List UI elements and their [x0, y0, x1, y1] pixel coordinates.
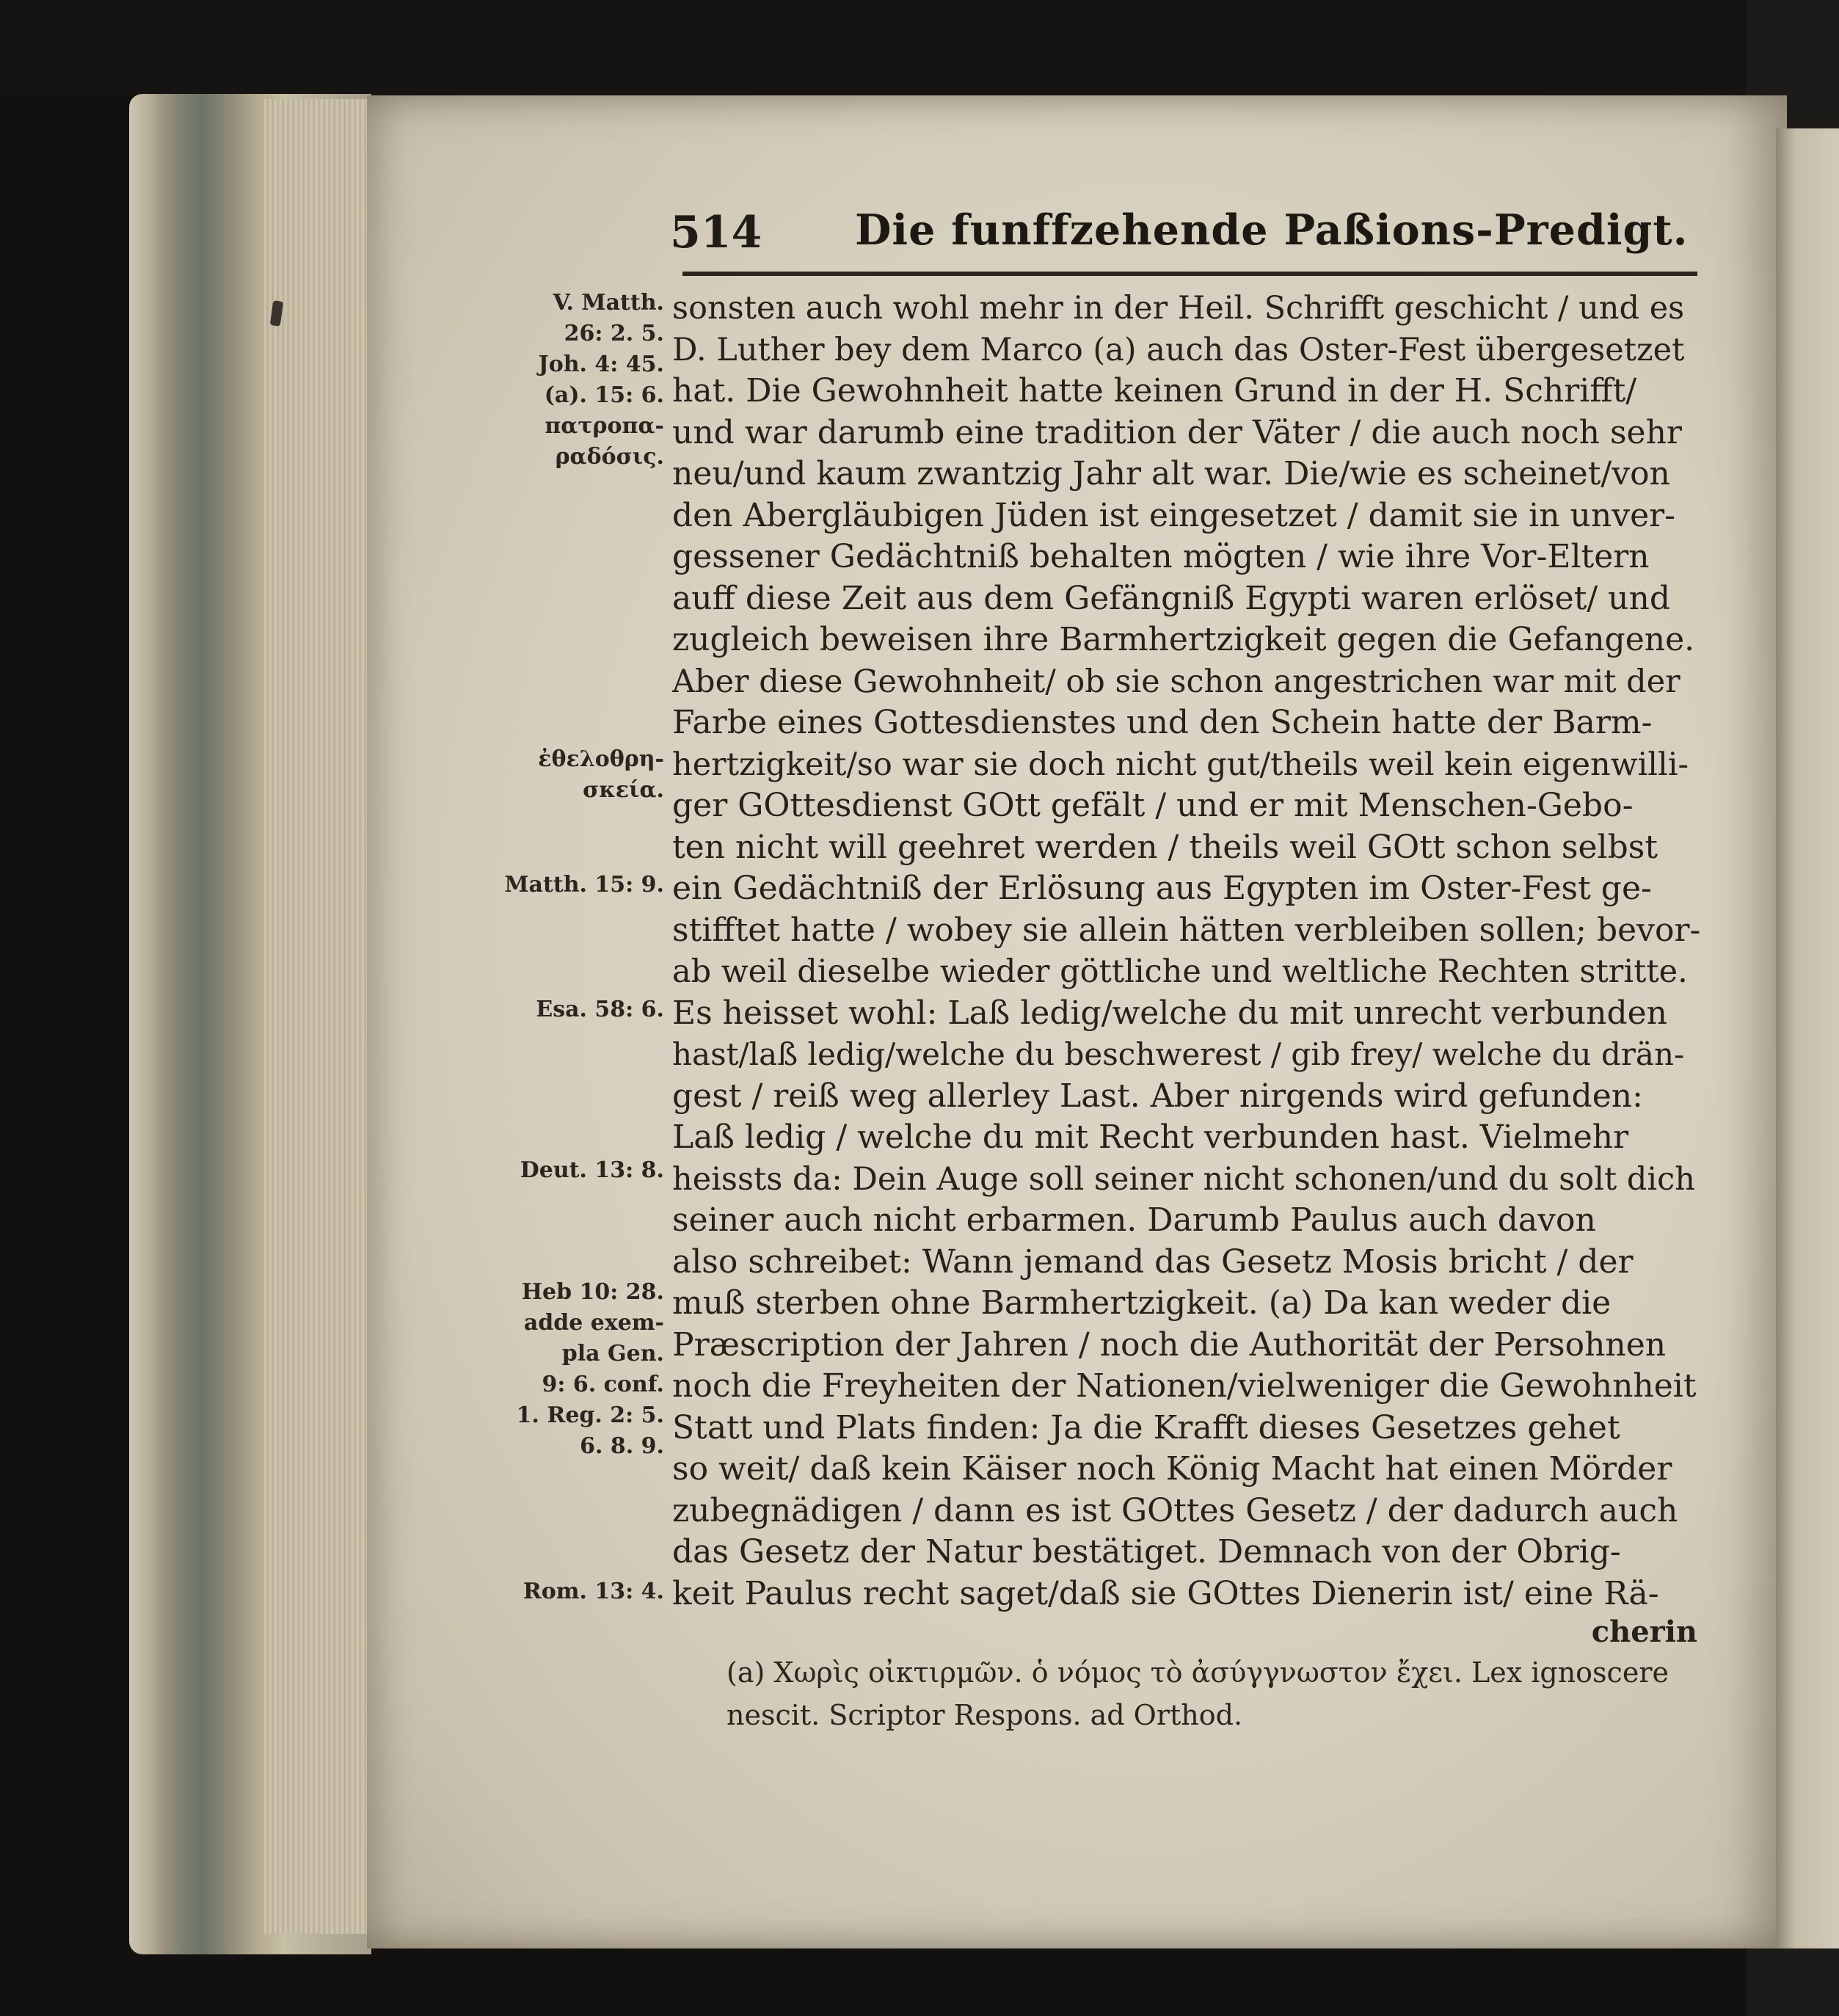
text-line: hertzigkeit/so war sie doch nicht gut/theils weil kein eigenwilli-: [672, 746, 1689, 783]
text-line: also schreibet: Wann jemand das Gesetz Mosis bricht / der: [672, 1242, 1634, 1281]
text-line: und war darumb eine tradition der Väter / die auch noch sehr: [672, 413, 1682, 451]
body-text: [672, 288, 1703, 1615]
facing-page-edge: [1776, 128, 1839, 1948]
text-line: noch die Freyheiten der Nationen/vielweniger die Gewohnheit: [672, 1367, 1697, 1405]
text-line: sonsten auch wohl mehr in der Heil. Schrifft geschicht / und es: [672, 290, 1685, 327]
text-line: Præscription der Jahren / noch die Authorität der Persohnen: [672, 1325, 1667, 1364]
margin-note: Heb 10: 28. adde exem- pla Gen. 9: 6. conf. 1. Reg. 2: 5. 6. 8. 9.: [516, 1279, 664, 1459]
margin-note: Matth. 15: 9.: [504, 872, 664, 898]
text-line: ein Gedächtniß der Erlösung aus Egypten im Oster-Fest ge-: [672, 870, 1652, 907]
text-line: neu/und kaum zwantzig Jahr alt war. Die/wie es scheinet/von: [672, 455, 1670, 492]
text-line: Laß ledig / welche du mit Recht verbunden hast. Vielmehr: [672, 1118, 1629, 1156]
footnote-line-1: (a) Χωρὶς οἰκτιρμῶν. ὁ νόμος τὸ ἀσύγγνωστον ἔχει. Lex ignoscere: [727, 1656, 1669, 1689]
page-number: 514: [670, 207, 762, 258]
text-line: ab weil dieselbe wieder göttliche und weltliche Rechten stritte.: [672, 953, 1688, 990]
margin-note: Deut. 13: 8.: [520, 1157, 664, 1183]
text-line: stifftet hatte / wobey sie allein hätten verbleiben sollen; bevor-: [672, 911, 1701, 949]
text-line: Farbe eines Gottesdienstes und den Schein hatte der Barm-: [672, 704, 1653, 741]
footnote-line-2: nescit. Scriptor Respons. ad Orthod.: [727, 1699, 1243, 1731]
background-cloth-top: [0, 0, 1839, 95]
text-line: zubegnädigen / dann es ist GOttes Gesetz / der dadurch auch: [672, 1491, 1678, 1529]
margin-note: ἐθελoθρη- σκεία.: [538, 746, 664, 803]
margin-note: Rom. 13: 4.: [522, 1579, 664, 1604]
text-line: muß sterben ohne Barmhertzigkeit. (a) Da kan weder die: [672, 1284, 1612, 1322]
text-line: seiner auch nicht erbarmen. Darumb Paulus auch davon: [672, 1201, 1596, 1239]
margin-note: Esa. 58: 6.: [536, 997, 664, 1022]
catchword: cherin: [1591, 1615, 1697, 1649]
text-line: Es heisset wohl: Laß ledig/welche du mit unrecht verbunden: [672, 994, 1667, 1032]
text-line: heissts da: Dein Auge soll seiner nicht schonen/und du solt dich: [672, 1160, 1695, 1198]
text-line: keit Paulus recht saget/daß sie GOttes Dienerin ist/ eine Rä-: [672, 1574, 1659, 1612]
text-line: hat. Die Gewohnheit hatte keinen Grund in der H. Schrifft/: [672, 372, 1637, 410]
page-stack: [264, 99, 374, 1934]
header-rule: [682, 272, 1697, 276]
text-line: D. Luther bey dem Marco (a) auch das Oster-Fest übergesetzet: [672, 331, 1685, 368]
text-line: ger GOttesdienst GOtt gefält / und er mit Menschen-Gebo-: [672, 787, 1634, 824]
running-title: Die funffzehende Paßions-Predigt.: [855, 205, 1689, 255]
text-line: Statt und Plats finden: Ja die Krafft dieses Gesetzes gehet: [672, 1408, 1620, 1447]
text-line: so weit/ daß kein Käiser noch König Macht hat einen Mörder: [672, 1450, 1672, 1488]
text-line: Aber diese Gewohnheit/ ob sie schon angestrichen war mit der: [672, 663, 1680, 700]
margin-note: V. Matth. 26: 2. 5. Joh. 4: 45. (a). 15: 6. πατρoπα- ραδόσις.: [538, 290, 664, 470]
text-line: auff diese Zeit aus dem Gefängniß Egypti waren erlöset/ und: [672, 579, 1671, 617]
text-line: hast/laß ledig/welche du beschwerest / gib frey/ welche du drän-: [672, 1036, 1685, 1072]
text-line: ten nicht will geehret werden / theils weil GOtt schon selbst: [672, 828, 1658, 866]
text-line: das Gesetz der Natur bestätiget. Demnach von der Obrig-: [672, 1533, 1621, 1571]
text-line: gessener Gedächtniß behalten mögten / wie ihre Vor-Eltern: [672, 538, 1650, 575]
text-line: zugleich beweisen ihre Barmhertzigkeit gegen die Gefangene.: [672, 621, 1695, 658]
text-line: den Abergläubigen Jüden ist eingesetzet / damit sie in unver-: [672, 496, 1676, 534]
text-line: gest / reiß weg allerley Last. Aber nirgends wird gefunden:: [672, 1077, 1643, 1115]
